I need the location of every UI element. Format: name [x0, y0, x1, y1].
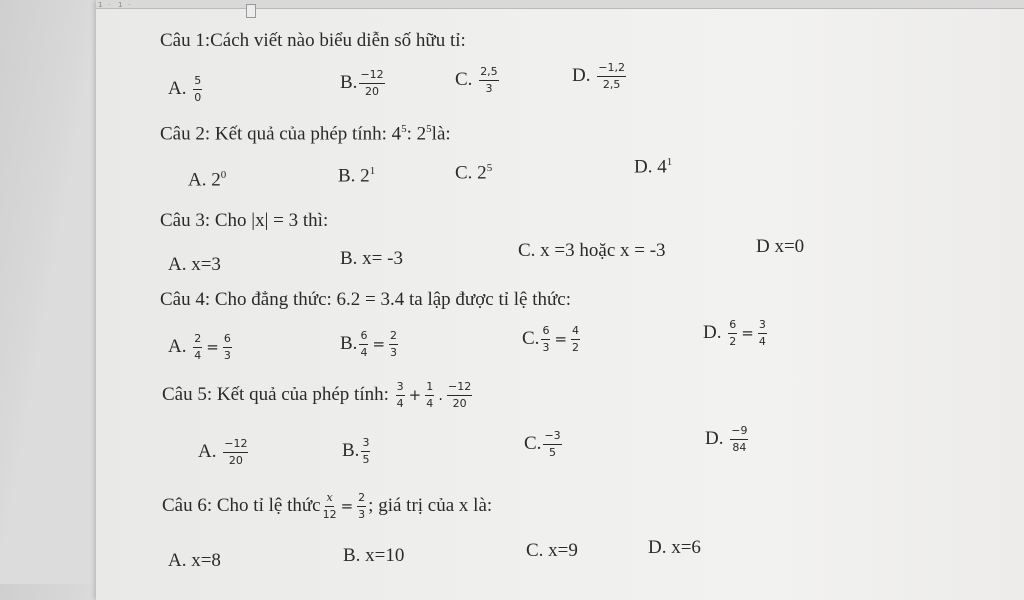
option-label: B.	[340, 72, 358, 93]
q6-option-b: B. x=10	[343, 545, 405, 566]
fraction: $\frac{2}{3}$	[358, 491, 366, 521]
fraction: $\frac{6}{3}$	[223, 332, 231, 362]
q3-option-a: A. x=3	[168, 254, 221, 275]
q5-option-a: A. $\frac{-12}{20}$	[198, 437, 248, 467]
q6-option-a: A. x=8	[168, 550, 221, 571]
fraction: $\frac{-12}{20}$	[224, 437, 248, 467]
q3-option-b: B. x= -3	[340, 248, 403, 269]
q6-option-d: D. x=6	[648, 537, 701, 558]
q4-option-c: C. $\frac{6}{3}$ = $\frac{4}{2}$	[522, 324, 580, 354]
ruler-tick: ·	[128, 1, 131, 9]
fraction: $\frac{3}{4}$	[396, 380, 404, 410]
fraction: $\frac{1}{4}$	[426, 380, 434, 410]
fraction: $\frac{-1,2}{2,5}$	[598, 61, 625, 91]
fraction: $\frac{3}{5}$	[362, 436, 370, 466]
q1-option-c	[455, 66, 501, 95]
q4-option-d: D. $\frac{6}{2}$ = $\frac{3}{4}$	[703, 318, 766, 348]
ruler-tick: ·	[108, 1, 111, 9]
fraction: $\frac{2}{3}$	[390, 329, 398, 359]
q1-option-b	[340, 69, 387, 98]
question-2-title: Câu 2: Kết quả của phép tính: $4^5$: $2^5là$:	[160, 123, 451, 145]
q5-option-b: B. $\frac{3}{5}$	[342, 436, 370, 466]
q2-option-c: C. $2^5$	[455, 162, 493, 184]
fraction: $\frac{x}{12}$	[322, 491, 337, 521]
question-4-title: Câu 4: Cho đẳng thức: 6.2 = 3.4 ta lập được tỉ lệ thức:	[160, 289, 572, 310]
option-label: C.	[455, 69, 473, 90]
question-1-title: Câu 1:Cách viết nào biểu diễn số hữu tỉ:	[160, 30, 466, 51]
question-3-title: Câu 3: Cho |x| = 3 thì:	[160, 210, 329, 231]
q2-option-a: A. $2^0$	[188, 169, 227, 191]
fraction: $\frac{-3}{5}$	[544, 429, 561, 459]
ruler	[96, 0, 1024, 9]
q1-option-a	[168, 75, 204, 104]
fraction: $\frac{2}{4}$	[194, 332, 202, 362]
q4-option-a: A. $\frac{2}{4}$ = $\frac{6}{3}$	[168, 332, 231, 362]
fraction: $\frac{6}{4}$	[360, 329, 368, 359]
fraction: $\frac{6}{3}$	[542, 324, 550, 354]
q1-option-d	[572, 62, 628, 91]
question-5-title: Câu 5: Kết quả của phép tính: $\frac{3}{4}$ + $\frac{1}{4}$ . $\frac{-12}{20}$	[162, 380, 472, 410]
q2-option-b: B. $2^1$	[338, 165, 376, 187]
fraction: $\frac{-9}{84}$	[731, 424, 748, 454]
q6-option-c: C. x=9	[526, 540, 578, 561]
ruler-tick: 1	[118, 1, 123, 9]
option-label: D.	[572, 65, 591, 86]
q2-option-d: D. $4^1$	[634, 156, 673, 178]
fraction: $\frac{-12}{20}$	[448, 380, 472, 410]
fraction: $\frac{4}{2}$	[572, 324, 580, 354]
indent-marker[interactable]	[246, 4, 256, 18]
fraction: $\frac{6}{2}$	[729, 318, 737, 348]
q3-option-c: C. x =3 hoặc x = -3	[518, 240, 666, 261]
q3-option-d: D x=0	[756, 236, 805, 257]
fraction: $\frac{3}{4}$	[758, 318, 766, 348]
q4-option-b: B. $\frac{6}{4}$ = $\frac{2}{3}$	[340, 329, 398, 359]
q5-option-d: D. $\frac{-9}{84}$	[705, 424, 748, 454]
question-6-title: Câu 6: Cho tỉ lệ thức $\frac{x}{12}$ = $\frac{2}{3}$ ; giá trị của x là:	[162, 491, 493, 521]
fraction: $\frac{-12}{20}$	[360, 68, 384, 98]
fraction: $\frac{2,5}{3}$	[480, 65, 498, 95]
fraction: $\frac{5}{0}$	[194, 74, 202, 104]
q5-option-c: C. $\frac{-3}{5}$	[524, 429, 561, 459]
option-label: A.	[168, 78, 187, 99]
ruler-tick: 1	[98, 1, 103, 9]
